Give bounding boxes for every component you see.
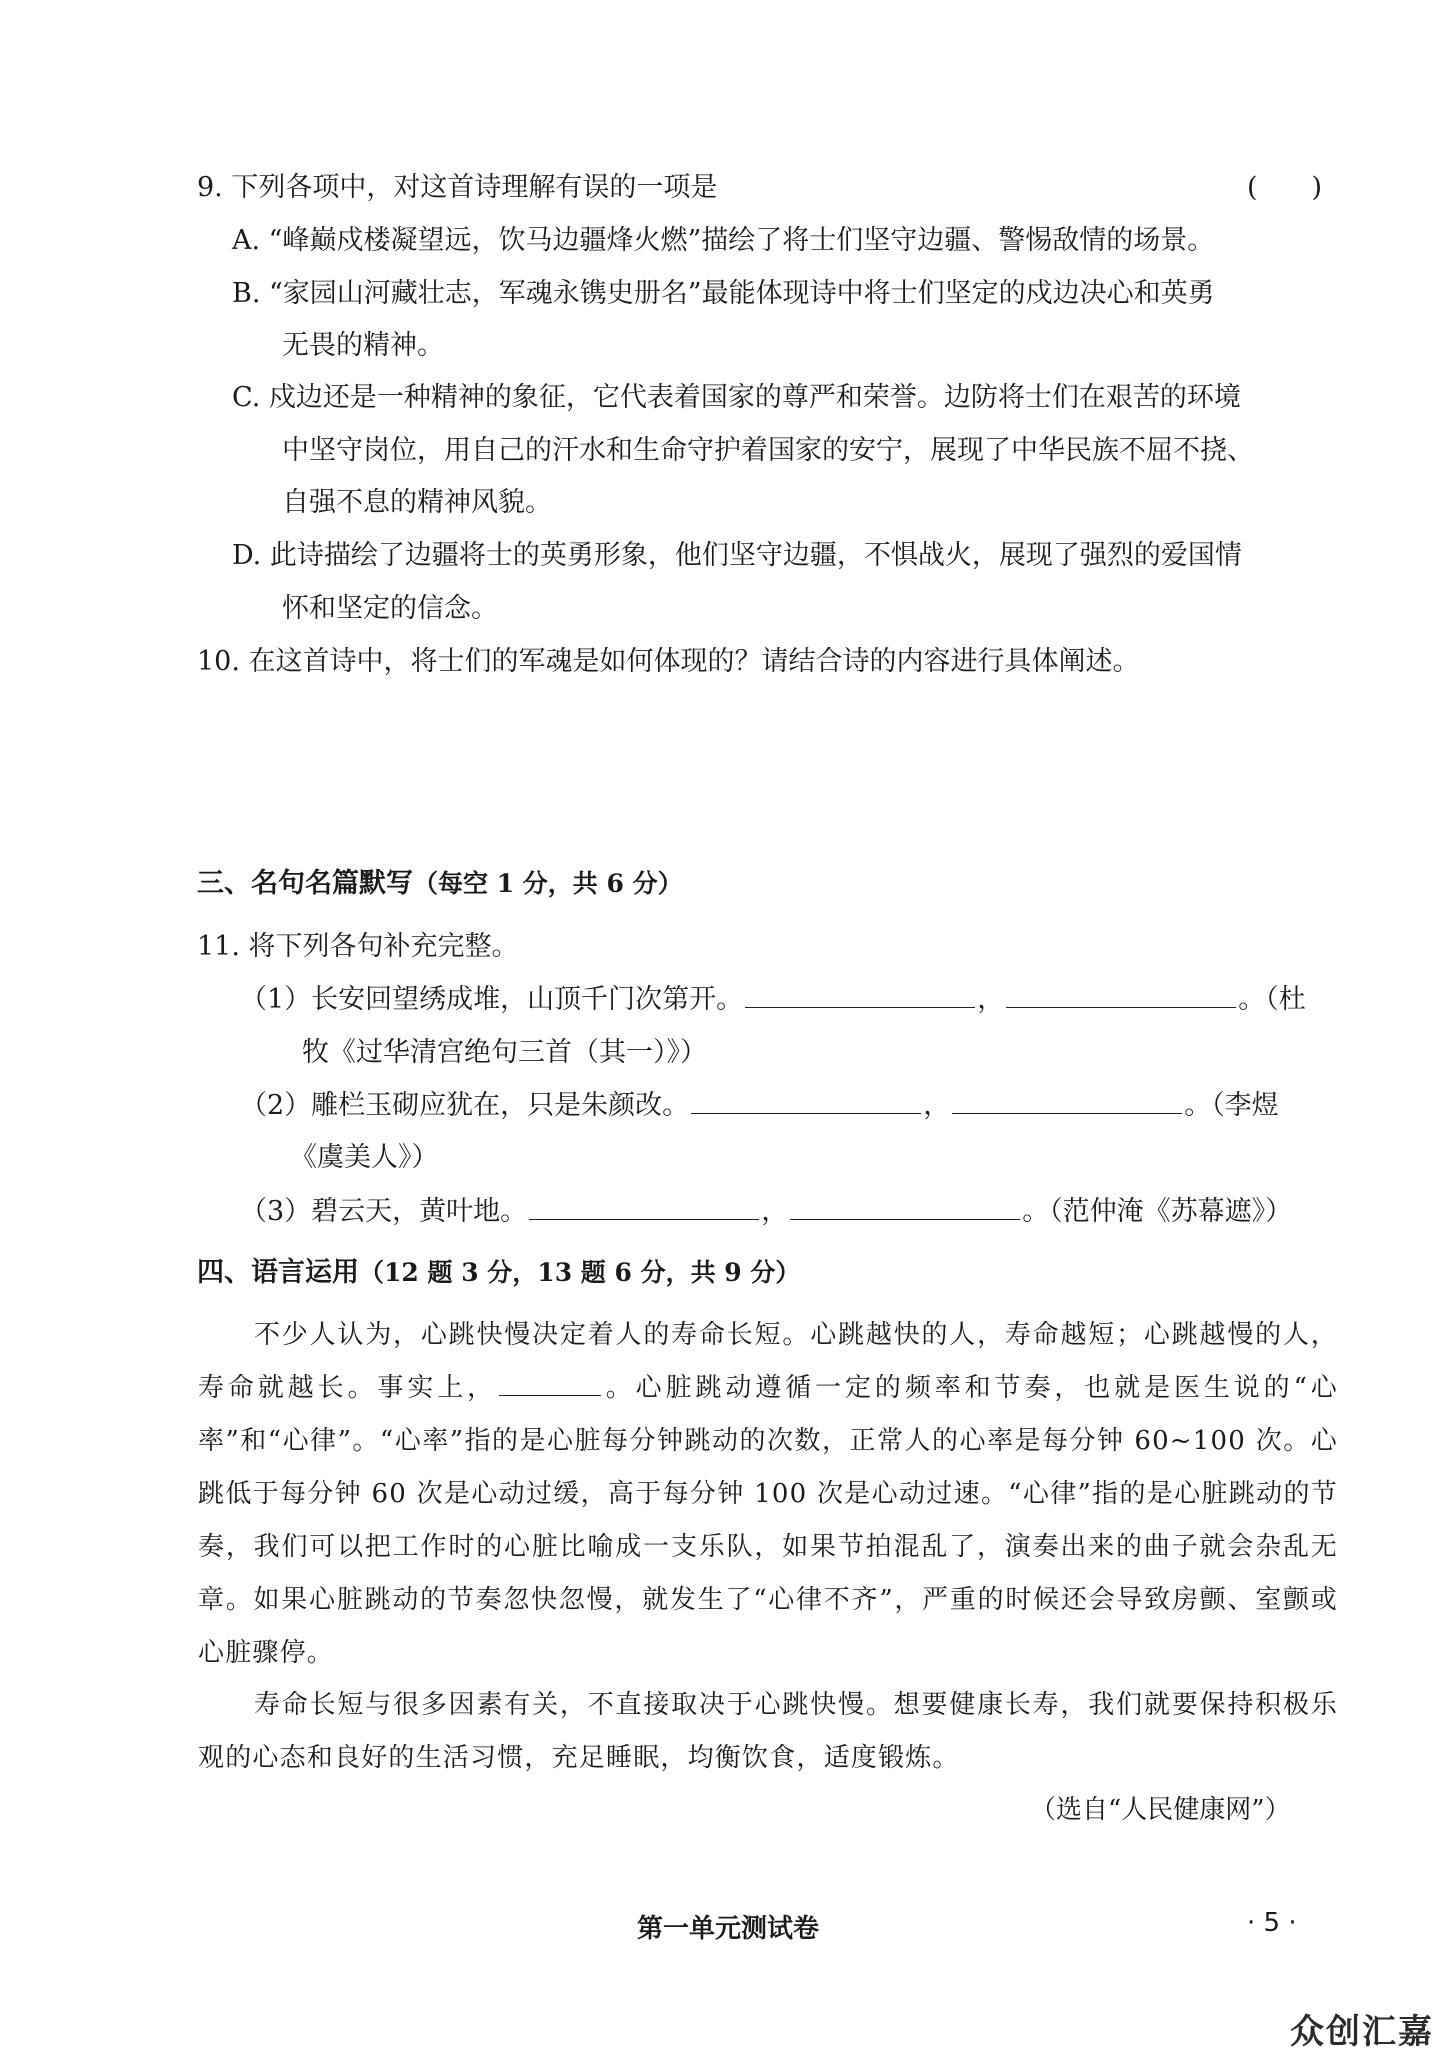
q11-item1-source: （杜 — [1265, 984, 1306, 1015]
q11-item2: （2）雕栏玉砌应犹在，只是朱颜改。 ， 。（李煜 — [240, 1086, 1279, 1126]
q11-stem: 11. 将下列各句补充完整。 — [197, 931, 519, 962]
q11-item1-text: （1）长安回望绣成堆，山顶千门次第开。 — [240, 984, 744, 1015]
q11-item3-text: （3）碧云天，黄叶地。 — [240, 1196, 528, 1227]
q11-item1-source-cont: 牧《过华清宫绝句三首（其一）》） — [302, 1037, 707, 1068]
q11-item2-source: （李煜 — [1211, 1090, 1279, 1121]
section3-title: 三、名句名篇默写 — [197, 868, 413, 899]
section4-title: 四、语言运用 — [197, 1257, 359, 1288]
footer-title: 第一单元测试卷 — [636, 1914, 819, 1944]
q11-item2-text: （2）雕栏玉砌应犹在，只是朱颜改。 — [240, 1090, 690, 1121]
q9-option-c-line1: C. 戍边还是一种精神的象征，它代表着国家的尊严和荣誉。边防将士们在艰苦的环境 — [232, 382, 1241, 413]
q9-option-a: A. “峰巅戍楼凝望远，饮马边疆烽火燃”描绘了将士们坚守边疆、警惕敌情的场景。 — [232, 225, 1215, 256]
watermark-logo: 众创汇嘉 — [1290, 2012, 1434, 2052]
fill-blank[interactable] — [952, 1087, 1182, 1114]
q11-item3-source: （范仲淹《苏幕遮》） — [1049, 1196, 1293, 1227]
fill-blank[interactable] — [790, 1193, 1020, 1220]
q9-stem: 9. 下列各项中，对这首诗理解有误的一项是 — [197, 172, 718, 203]
q9-option-c-line2: 中坚守岗位，用自己的汗水和生命守护着国家的安宁，展现了中华民族不屈不挠、 — [282, 435, 1254, 466]
section3-heading — [197, 864, 683, 904]
section4-points: （12 题 3 分，13 题 6 分，共 9 分） — [359, 1258, 801, 1287]
q9-option-b-line1: B. “家园山河藏壮志，军魂永镌史册名”最能体现诗中将士们坚定的戍边决心和英勇 — [232, 278, 1215, 309]
fill-blank[interactable] — [499, 1369, 601, 1396]
passage-paragraph-1: 不少人认为，心跳快慢决定着人的寿命长短。心跳越快的人，寿命越短；心跳越慢的人，寿命就越长。事实上， 。心脏跳动遵循一定的频率和节奏，也就是医生说的“心率”和“心律”。“心率”指的是心脏每分钟跳动的次数，正常人的心率是每分钟 60~100 次。心跳低于每分钟 60 次是心动过缓，高于每分钟 100 次是心动过速。“心律”指的是心脏跳动的节奏，我们可以把工作时的心脏比喻成一支乐队，如果节拍混乱了，演奏出来的曲子就会杂乱无章。如果心脏跳动的节奏忽快忽慢，就发生了“心律不齐”，严重的时候还会导致房颤、室颤或心脏骤停。 — [198, 1320, 1338, 1668]
page-number: · 5 · — [1247, 1908, 1297, 1938]
answer-parentheses: ( ) — [1247, 172, 1323, 203]
fill-blank[interactable] — [691, 1087, 921, 1114]
passage-source: （选自“人民健康网”） — [1030, 1795, 1291, 1825]
q9-option-d-line2: 怀和坚定的信念。 — [282, 593, 498, 624]
section4-heading — [197, 1253, 800, 1293]
passage-paragraph-2: 寿命长短与很多因素有关，不直接取决于心跳快慢。想要健康长寿，我们就要保持积极乐观的心态和良好的生活习惯，充足睡眠，均衡饮食，适度锻炼。 — [198, 1690, 1338, 1773]
fill-blank[interactable] — [745, 981, 975, 1008]
q9-option-d-line1: D. 此诗描绘了边疆将士的英勇形象，他们坚守边疆，不惧战火，展现了强烈的爱国情 — [232, 540, 1242, 571]
section3-points: （每空 1 分，共 6 分） — [413, 869, 683, 898]
q11-item2-source-cont: 《虞美人》） — [290, 1142, 439, 1173]
q9-option-c-line3: 自强不息的精神风貌。 — [282, 487, 552, 518]
q11-item3: （3）碧云天，黄叶地。 ， 。（范仲淹《苏幕遮》） — [240, 1192, 1292, 1232]
fill-blank[interactable] — [529, 1193, 759, 1220]
q10-stem: 10. 在这首诗中，将士们的军魂是如何体现的？请结合诗的内容进行具体阐述。 — [197, 646, 1140, 677]
q9-option-b-line2: 无畏的精神。 — [282, 330, 444, 361]
fill-blank[interactable] — [1006, 981, 1236, 1008]
q11-item1: （1）长安回望绣成堆，山顶千门次第开。 ， 。（杜 — [240, 980, 1306, 1020]
